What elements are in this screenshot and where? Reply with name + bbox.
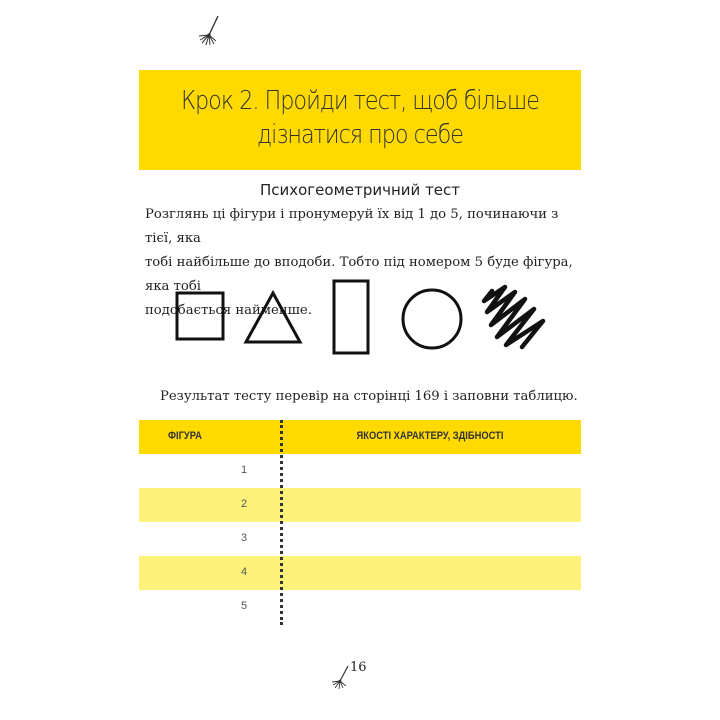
table-row[interactable] <box>139 454 581 488</box>
page-title-line-1: Крок 2. Пройди тест, щоб більше <box>180 86 540 116</box>
table-header <box>139 420 581 454</box>
instructions-line-1: Розглянь ці фігури і пронумеруй їх від 1 до 5, починаючи з тієї, яка <box>145 207 559 246</box>
dandelion-seed-icon <box>196 14 226 46</box>
page-title <box>170 84 550 152</box>
results-table <box>139 420 581 625</box>
test-subtitle: Психогеометричний тест <box>259 181 461 199</box>
row-number: 1 <box>240 464 248 476</box>
table-row[interactable] <box>139 522 581 556</box>
row-number: 5 <box>240 600 248 612</box>
instructions-line-3: подобається найменше. <box>145 303 312 318</box>
squiggle-shape <box>484 287 543 347</box>
result-note: Результат тесту перевір на сторінці 169 і заповни таблицю. <box>160 389 578 404</box>
column-divider <box>280 420 283 625</box>
table-row[interactable] <box>139 488 581 522</box>
triangle-shape <box>246 293 300 342</box>
table-row[interactable] <box>139 590 581 624</box>
square-shape <box>177 293 223 339</box>
instructions-line-2: тобі найбільше до вподоби. Тобто під номером 5 буде фігура, яка тобі <box>145 255 573 294</box>
page-title-line-2: дізнатися про себе <box>257 120 463 150</box>
table-row[interactable] <box>139 556 581 590</box>
geometric-shapes <box>160 275 560 360</box>
row-number: 4 <box>240 566 248 578</box>
row-number: 2 <box>240 498 248 510</box>
circle-shape <box>403 290 461 348</box>
row-number: 3 <box>240 532 248 544</box>
rectangle-shape <box>334 281 368 353</box>
header-qualities: ЯКОСТІ ХАРАКТЕРУ, ЗДІБНОСТІ <box>356 430 504 442</box>
page-number: 16 <box>350 660 367 675</box>
header-figure: ФІГУРА <box>168 430 202 442</box>
